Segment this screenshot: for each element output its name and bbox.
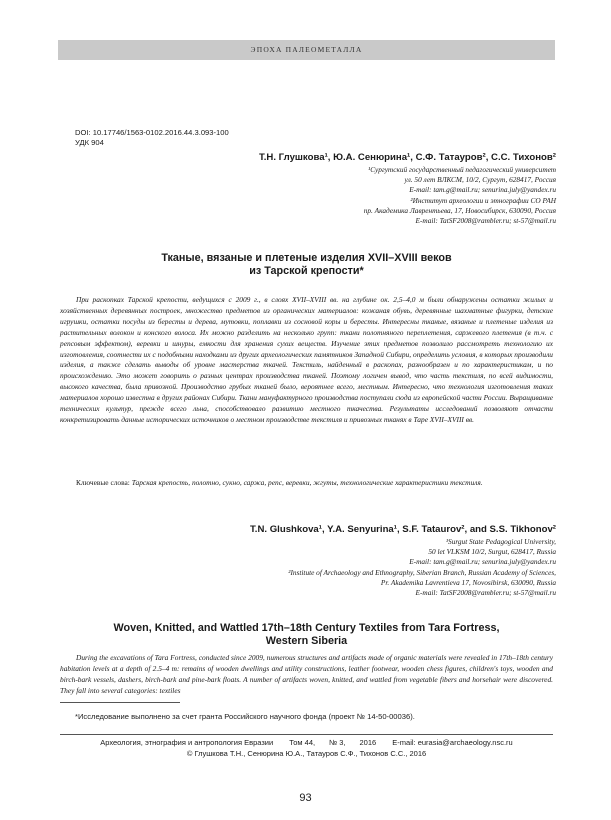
doi[interactable]: DOI: 10.17746/1563-0102.2016.44.3.093-100: [75, 128, 229, 137]
keywords-text: Тарская крепость, полотно, сукно, саржа, репс, веревки, жгуты, технологические характеристики текстиля.: [131, 478, 483, 487]
affiliation-line: пр. Академика Лаврентьева, 17, Новосибирск, 630090, Россия: [363, 205, 556, 215]
affiliation-email[interactable]: E-mail: tam.g@mail.ru; senurina.july@yandex.ru: [409, 185, 556, 195]
title-en-line2: Western Siberia: [265, 635, 348, 647]
keywords-label: Ключевые слова:: [76, 478, 130, 487]
abstract-ru: При раскопках Тарской крепости, ведущихся с 2009 г., в слоях XVII–XVIII вв. на глубине ок. 2,5–4,0 м были обнаружены остатки жилых и хозяйственных деревянных построек, множество предметов из органических материалов: кожаная обувь, деревянные шахматные фигурки, детские игрушки, остатки посуды из бересты и дерева, мутовки, поплавки из сосновой коры и бересты. Интересны тканые, вязаные и плетеные изделия из растительных волокон и конского волоса. Их можно разделить на несколько групп: ткани полотняного переплетения, саржевого плетения (в т.ч. с репсовым эффектом), веревки и шнуры, емкости для хранения сухих веществ. Изучение этих предметов позволило рассмотреть технологию их изготовления, соотнести их с подобными находками из других археологических памятников Западной Сибири, определить условия, в которых производили изделия, а также сделать выводы об уровне мастерства ткачей. Текстиль, найденный в раскопах, разнообразен и по характеристикам, и по происхождению. Это может говорить о разных центрах производства тканей. Поэтому логичен вывод, что часть текстиля, по всей видимости, высокого качества, была привозной. Производство грубых тканей было, вероятнее всего, местным. Интересно, что технология изготовления таких материалов хорошо известна в других районах Сибири. Ткани мануфактурного производства поступали сюда из европейской части России. Выращивание технических культур, прежде всего льна, способствовало развитию местного ткачества. Результаты исследований позволяют отчасти конкретизировать данные исторических источников о местном производстве текстиля и привозных тканях в Таре XVII–XVIII вв.: [60, 295, 553, 424]
affiliation-line: ул. 50 лет ВЛКСМ, 10/2, Сургут, 628417, Россия: [404, 175, 556, 185]
footer-journal: Археология, этнография и антропология Евразии: [100, 738, 274, 747]
footnote: *Исследование выполнено за счет гранта Российского научного фонда (проект № 14-50-00036).: [75, 712, 415, 721]
footer-email[interactable]: E-mail: eurasia@archaeology.nsc.ru: [392, 738, 513, 747]
title-ru-line2: из Тарской крепости*: [249, 265, 364, 277]
udk: УДК 904: [75, 138, 104, 147]
keywords-ru: [60, 478, 553, 489]
affiliations-ru: [226, 165, 556, 226]
footer-year: 2016: [359, 738, 377, 747]
page-number: 93: [299, 792, 312, 804]
section-header: [58, 40, 555, 60]
affiliation-line: 50 let VLKSM 10/2, Surgut, 628417, Russia: [428, 547, 556, 557]
footer-journal-line: [60, 738, 553, 747]
authors-en: T.N. Glushkova¹, Y.A. Senyurina¹, S.F. Tataurov², and S.S. Tikhonov²: [250, 524, 556, 535]
title-en: [60, 622, 553, 648]
footer-issue: № 3,: [329, 738, 346, 747]
affiliation-line: ¹Surgut State Pedagogical University,: [445, 537, 556, 546]
title-ru: [60, 252, 553, 278]
affiliation-email[interactable]: E-mail: TatSF2008@rambler.ru; st-57@mail.ru: [415, 216, 556, 226]
affiliation-line: Pr. Akademika Lavrentieva 17, Novosibirsk, 630090, Russia: [380, 577, 556, 587]
affiliation-line: ¹Сургутский государственный педагогический университет: [368, 165, 556, 174]
title-en-line1: Woven, Knitted, and Wattled 17th–18th Century Textiles from Tara Fortress,: [113, 622, 500, 634]
footer-volume: Том 44,: [289, 738, 316, 747]
section-title: ЭПОХА ПАЛЕОМЕТАЛЛА: [250, 45, 363, 54]
affiliation-email[interactable]: E-mail: TatSF2008@rambler.ru; st-57@mail.ru: [415, 588, 556, 598]
footer-copyright: © Глушкова Т.Н., Сенюрина Ю.А., Татауров С.Ф., Тихонов С.С., 2016: [186, 749, 427, 758]
affiliation-line: ²Институт археологии и этнографии СО РАН: [410, 195, 556, 205]
title-ru-line1: Тканые, вязаные и плетеные изделия XVII–XVIII веков: [161, 252, 452, 264]
affiliation-line: ²Institute of Archaeology and Ethnography, Siberian Branch, Russian Academy of Sciences,: [288, 567, 556, 577]
affiliation-email[interactable]: E-mail: tam.g@mail.ru; senurina.july@yandex.ru: [409, 557, 556, 567]
authors-ru: Т.Н. Глушкова¹, Ю.А. Сенюрина¹, С.Ф. Татауров², С.С. Тихонов²: [258, 152, 556, 163]
footnote-divider: [60, 702, 180, 703]
abstract-en: During the excavations of Tara Fortress, conducted since 2009, numerous structures and artifacts made of organic materials were revealed in 17th–18th century habitation levels at a depth of 2.5–4 m: remains of wooden dwellings and utility constructions, leather footwear, wooden chess figures, children's toys, wooden and birch-bark vessels, dashers, birch-bark and pine-bark floats. A number of artifacts woven, knitted, and wattled from vegetable fibers and horsehair were discovered. They fall into several categories: textiles: [60, 653, 553, 695]
affiliations-en: [226, 537, 556, 598]
footer-divider: [60, 734, 553, 735]
